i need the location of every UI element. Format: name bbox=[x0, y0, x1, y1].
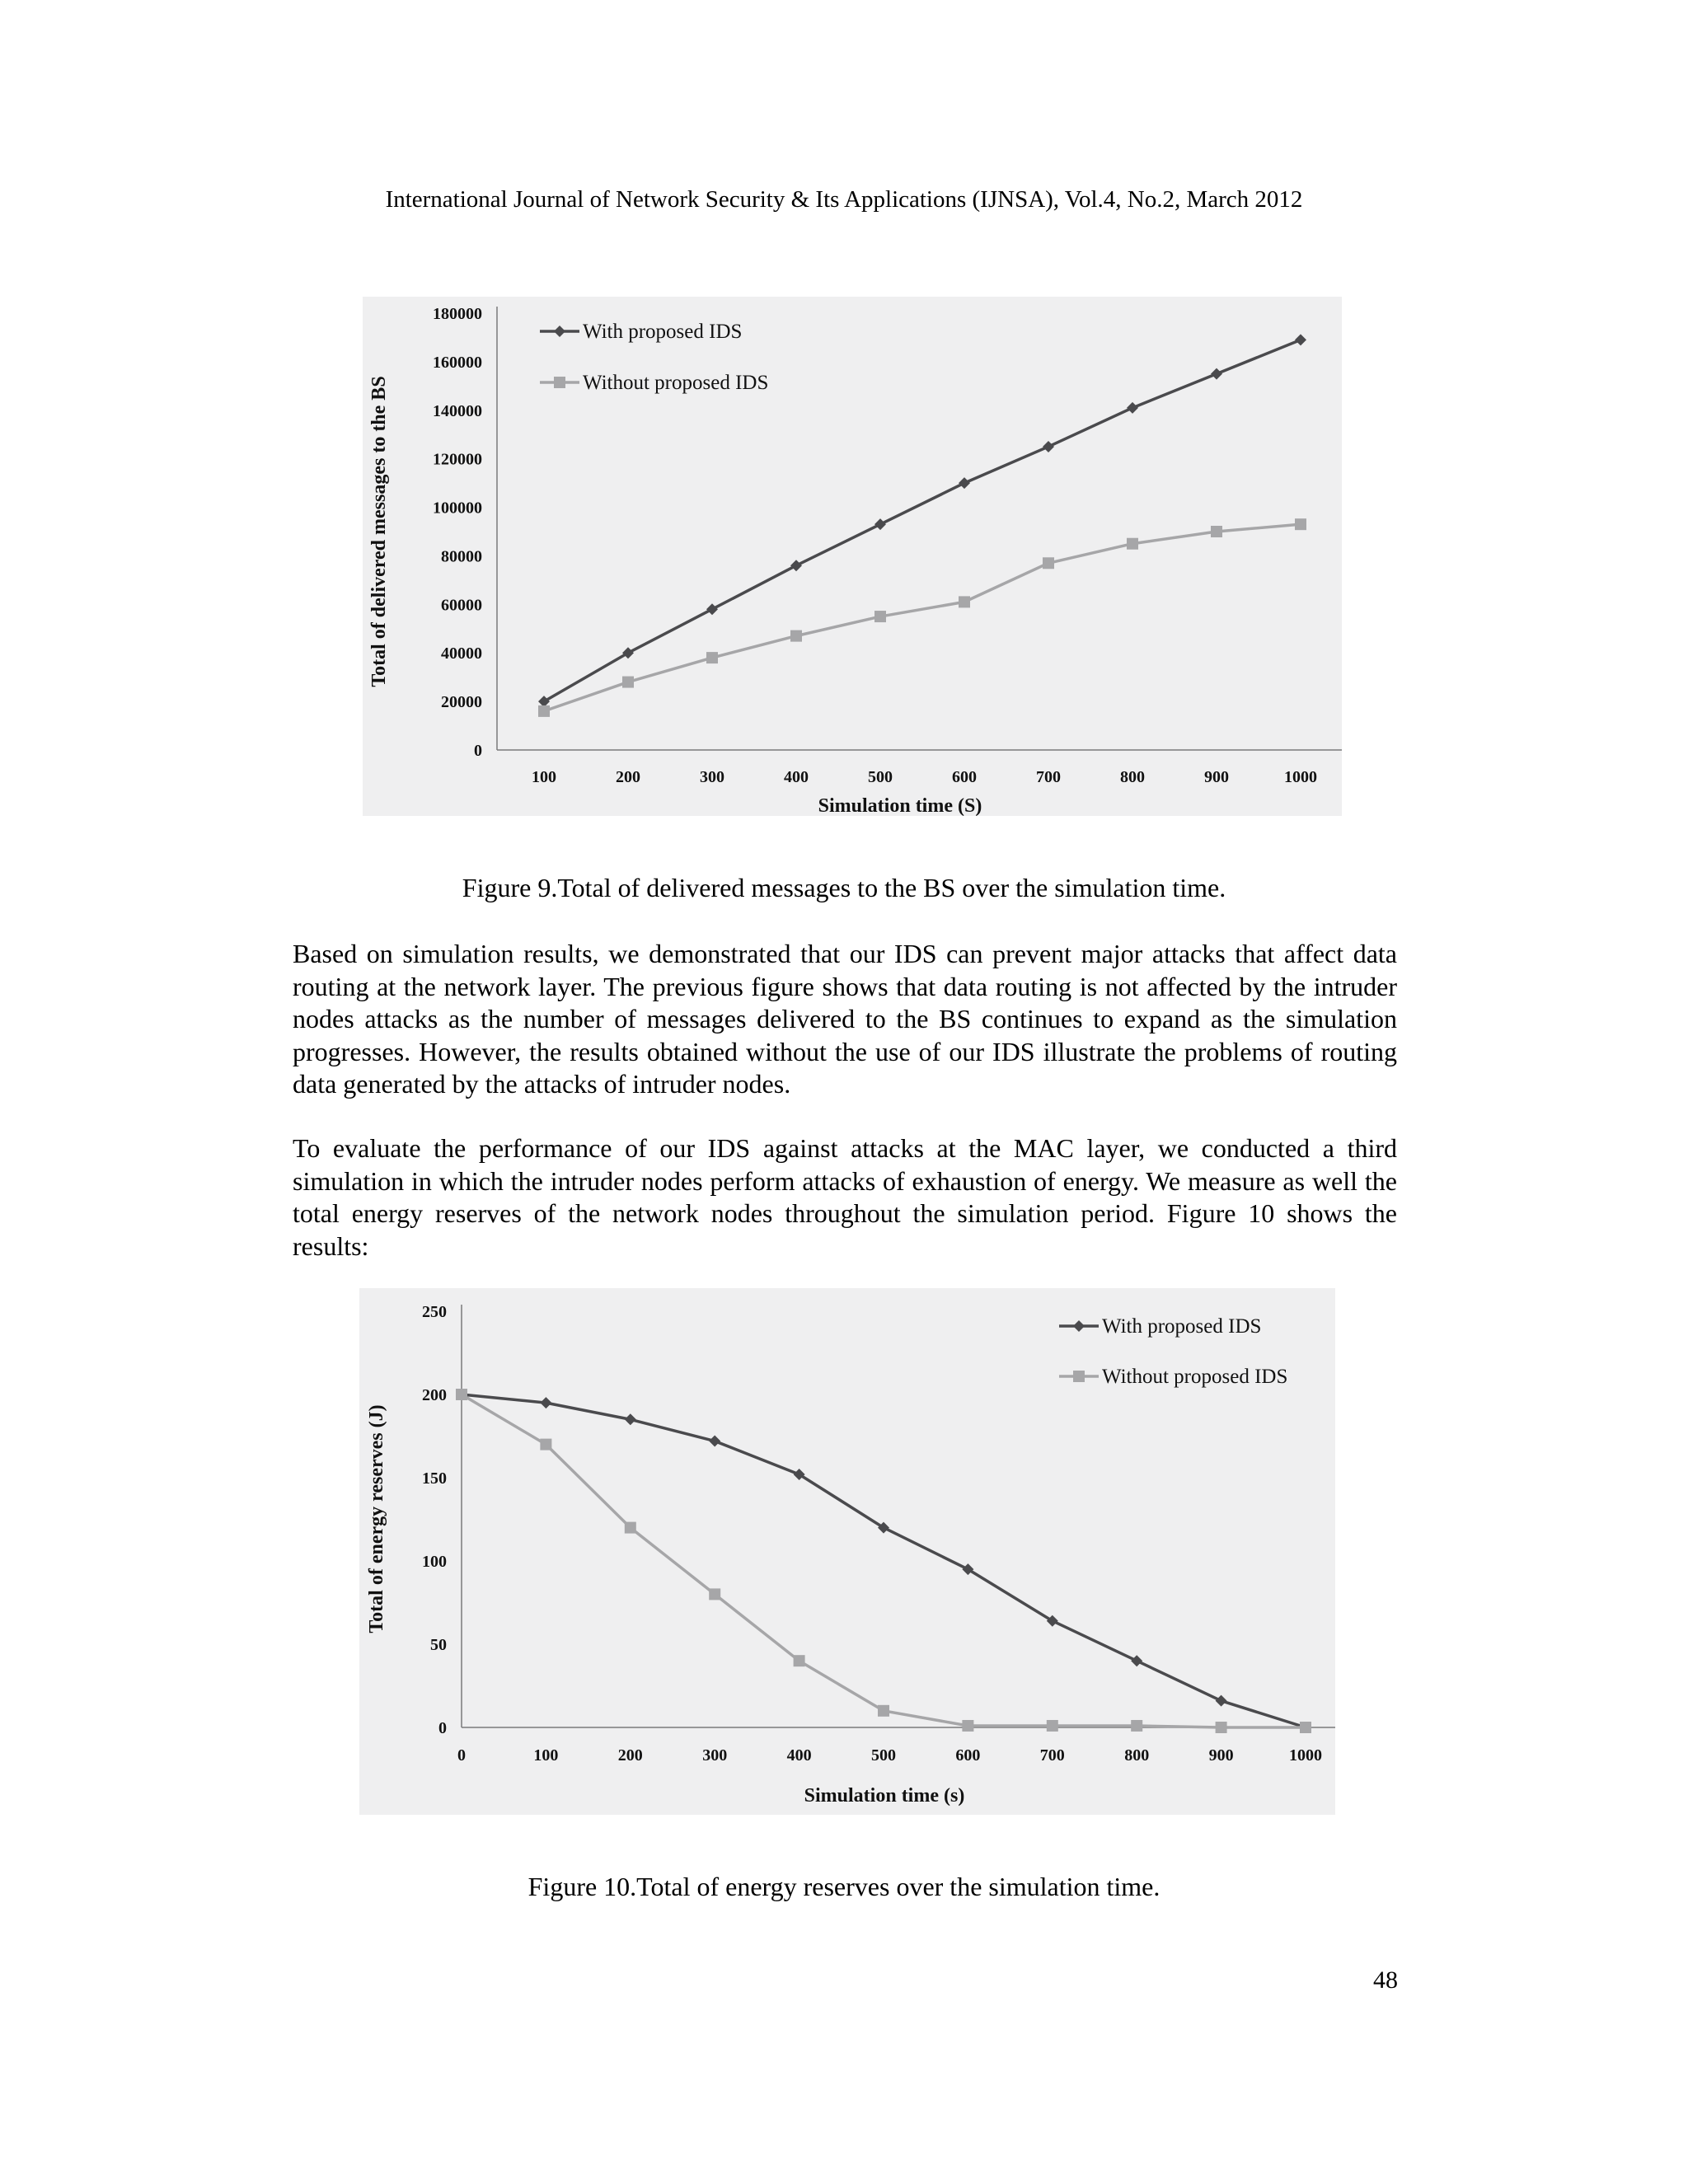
x-tick-label: 1000 bbox=[1284, 768, 1317, 786]
figure-9-caption: Figure 9.Total of delivered messages to the BS over the simulation time. bbox=[462, 873, 1226, 902]
data-point bbox=[625, 1413, 636, 1425]
y-tick-label: 100 bbox=[422, 1553, 447, 1571]
data-point bbox=[1131, 1720, 1142, 1732]
x-tick-label: 400 bbox=[786, 1746, 812, 1765]
data-point bbox=[1295, 518, 1306, 530]
y-axis-title: Total of delivered messages to the BS bbox=[368, 376, 390, 687]
y-tick-label: 120000 bbox=[433, 450, 482, 469]
legend-marker bbox=[1073, 1320, 1085, 1332]
legend-label: With proposed IDS bbox=[583, 321, 743, 343]
series-line-with-ids bbox=[462, 1394, 1306, 1727]
data-point bbox=[1216, 1722, 1227, 1733]
y-tick-label: 140000 bbox=[433, 401, 482, 420]
data-point bbox=[622, 677, 634, 688]
x-tick-label: 200 bbox=[616, 768, 640, 786]
y-axis-title: Total of energy reserves (J) bbox=[366, 1404, 387, 1633]
data-point bbox=[706, 652, 718, 663]
x-tick-label: 900 bbox=[1204, 768, 1229, 786]
data-point bbox=[874, 611, 886, 622]
data-point bbox=[709, 1436, 720, 1447]
data-point bbox=[1300, 1722, 1311, 1733]
x-tick-label: 600 bbox=[952, 768, 977, 786]
figure-10-chart bbox=[359, 1288, 1335, 1815]
paragraph-1: Based on simulation results, we demonstrated that our IDS can prevent major attacks that affect data routing at the network layer. The previous figure shows that data routing is not affected by the intruder nodes attacks as the number of messages delivered to the BS continues to expand as the simulation progresses. However, the results obtained without the use of our IDS illustrate the problems of routing data generated by the attacks of intruder nodes. bbox=[293, 939, 1397, 1099]
data-point bbox=[540, 1439, 551, 1451]
y-tick-label: 180000 bbox=[433, 305, 482, 323]
y-tick-label: 0 bbox=[438, 1719, 447, 1737]
data-point bbox=[625, 1522, 636, 1534]
data-point bbox=[1211, 526, 1222, 537]
data-point bbox=[878, 1705, 889, 1717]
y-tick-label: 250 bbox=[422, 1303, 447, 1321]
data-point bbox=[1043, 557, 1054, 569]
data-point bbox=[1127, 402, 1138, 414]
x-tick-label: 300 bbox=[702, 1746, 728, 1765]
legend-marker bbox=[554, 326, 565, 337]
legend-marker bbox=[554, 377, 565, 388]
x-tick-label: 0 bbox=[457, 1746, 466, 1765]
data-point bbox=[456, 1389, 467, 1400]
data-point bbox=[790, 560, 802, 571]
legend-label: Without proposed IDS bbox=[583, 372, 769, 394]
data-point bbox=[538, 705, 550, 717]
y-tick-label: 150 bbox=[422, 1469, 447, 1488]
data-point bbox=[962, 1720, 973, 1732]
y-tick-label: 0 bbox=[474, 742, 482, 760]
y-tick-label: 40000 bbox=[441, 644, 482, 663]
x-tick-label: 500 bbox=[868, 768, 893, 786]
x-axis-title: Simulation time (S) bbox=[818, 795, 982, 816]
x-tick-label: 100 bbox=[533, 1746, 559, 1765]
y-tick-label: 100000 bbox=[433, 499, 482, 518]
data-point bbox=[1047, 1720, 1058, 1732]
figure-10-svg bbox=[359, 1288, 1335, 1815]
data-point bbox=[959, 477, 970, 489]
x-tick-label: 700 bbox=[1036, 768, 1061, 786]
data-point bbox=[790, 630, 802, 642]
paragraph-2: To evaluate the performance of our IDS against attacks at the MAC layer, we conducted a third simulation in which the intruder nodes perform attacks of exhaustion of energy. We measure as well the total energy reserves of the network nodes throughout the simulation period. Figure 10 shows the results: bbox=[293, 1133, 1397, 1261]
data-point bbox=[706, 603, 718, 615]
y-tick-label: 20000 bbox=[441, 693, 482, 712]
x-tick-label: 1000 bbox=[1289, 1746, 1322, 1765]
x-tick-label: 300 bbox=[700, 768, 724, 786]
x-tick-label: 800 bbox=[1124, 1746, 1150, 1765]
legend-label: Without proposed IDS bbox=[1102, 1366, 1288, 1388]
data-point bbox=[622, 647, 634, 658]
x-axis-title: Simulation time (s) bbox=[804, 1785, 965, 1807]
x-tick-label: 100 bbox=[532, 768, 556, 786]
x-tick-label: 500 bbox=[871, 1746, 896, 1765]
page-number: 48 bbox=[1373, 1966, 1398, 1994]
legend-marker bbox=[1073, 1371, 1085, 1382]
data-point bbox=[1211, 368, 1222, 380]
data-point bbox=[1127, 538, 1138, 550]
x-tick-label: 900 bbox=[1208, 1746, 1234, 1765]
series-line-without-ids bbox=[544, 524, 1301, 711]
data-point bbox=[959, 596, 970, 607]
x-tick-label: 400 bbox=[784, 768, 809, 786]
x-tick-label: 200 bbox=[617, 1746, 643, 1765]
data-point bbox=[794, 1655, 805, 1666]
figure-9-chart bbox=[363, 297, 1342, 816]
y-tick-label: 160000 bbox=[433, 353, 482, 372]
data-point bbox=[1131, 1655, 1142, 1666]
data-point bbox=[874, 518, 886, 530]
data-point bbox=[1216, 1695, 1227, 1707]
y-tick-label: 200 bbox=[422, 1386, 447, 1404]
series-line-without-ids bbox=[462, 1394, 1306, 1727]
y-tick-label: 80000 bbox=[441, 547, 482, 566]
series-line-with-ids bbox=[544, 340, 1301, 701]
figure-9-svg bbox=[363, 297, 1342, 816]
data-point bbox=[540, 1397, 551, 1408]
data-point bbox=[1295, 334, 1306, 345]
legend-label: With proposed IDS bbox=[1102, 1315, 1262, 1338]
data-point bbox=[709, 1588, 720, 1600]
running-header: International Journal of Network Security & Its Applications (IJNSA), Vol.4, No.2, March 2012 bbox=[385, 186, 1303, 213]
x-tick-label: 700 bbox=[1039, 1746, 1065, 1765]
x-tick-label: 600 bbox=[955, 1746, 981, 1765]
y-tick-label: 50 bbox=[430, 1636, 447, 1654]
data-point bbox=[1043, 441, 1054, 452]
x-tick-label: 800 bbox=[1120, 768, 1145, 786]
y-tick-label: 60000 bbox=[441, 596, 482, 615]
figure-10-caption: Figure 10.Total of energy reserves over the simulation time. bbox=[528, 1872, 1160, 1901]
